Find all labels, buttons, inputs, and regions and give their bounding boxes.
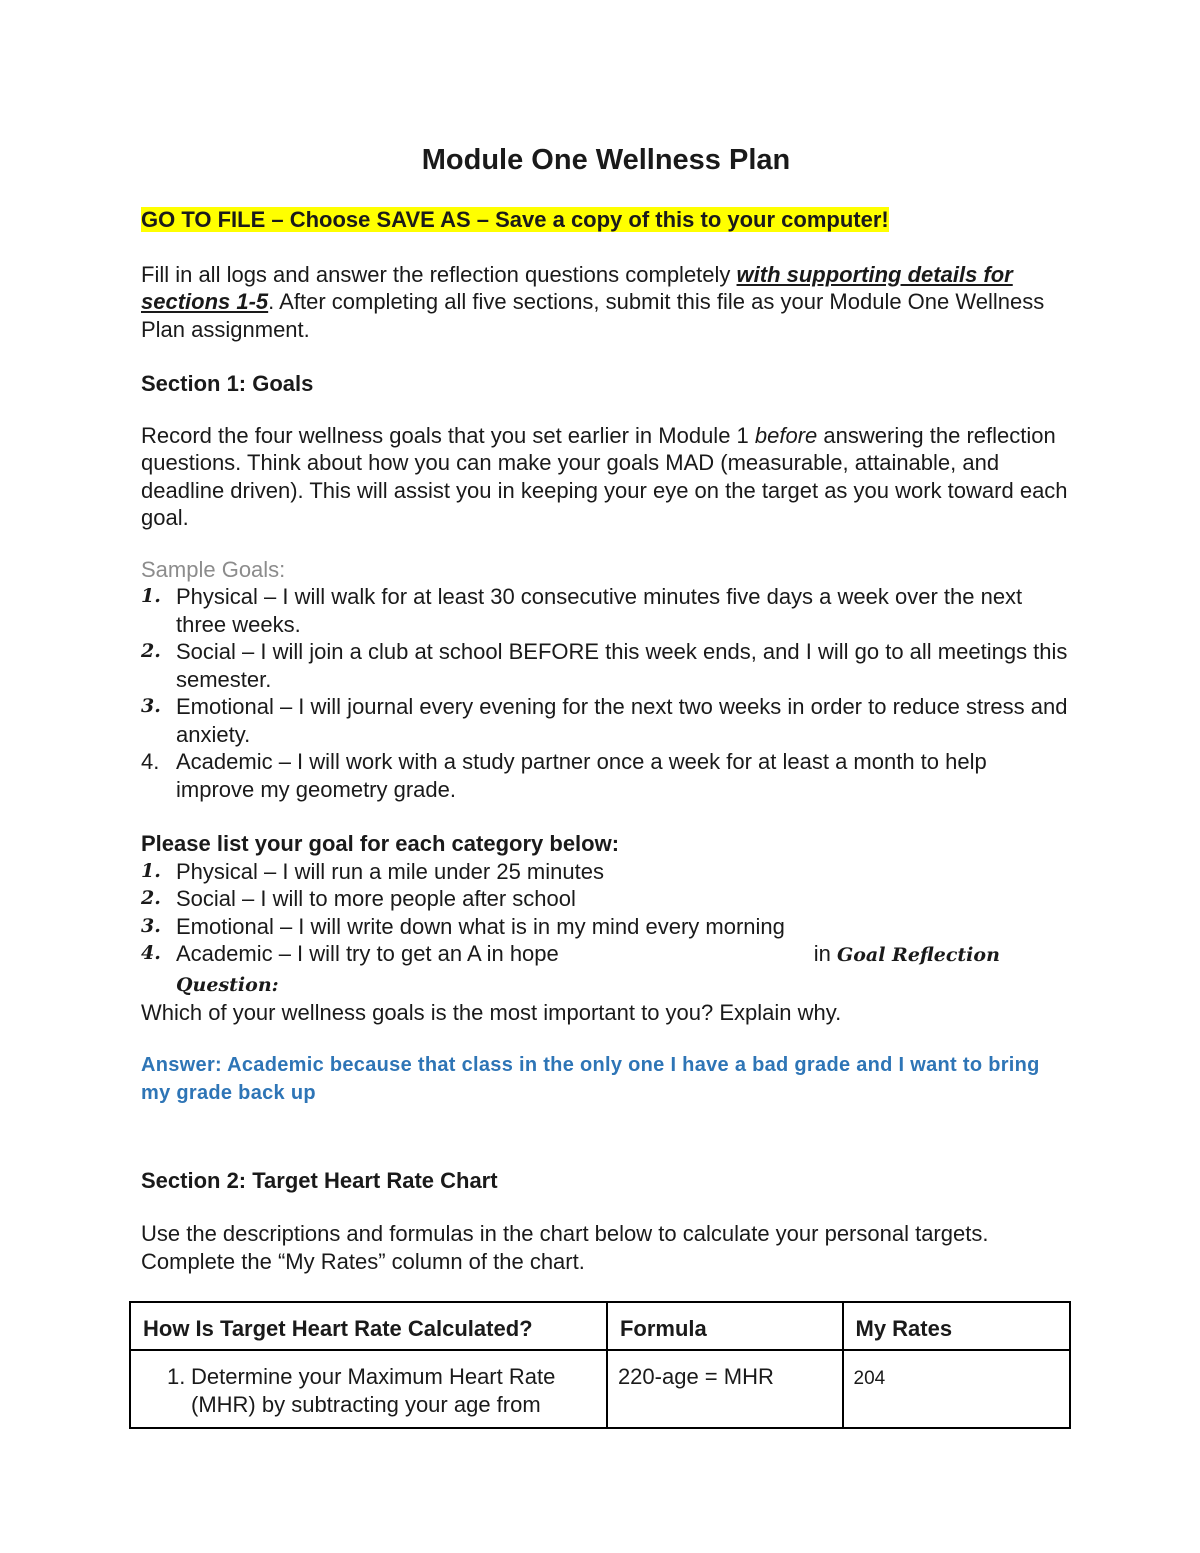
section-1-body-italic: before bbox=[754, 422, 818, 448]
list-item bbox=[141, 858, 1071, 886]
sample-goals-list bbox=[141, 583, 1071, 803]
my-rate-value: 204 bbox=[853, 1368, 886, 1389]
section-1-body-text: Record the four wellness goals that you set earlier in Module 1 bbox=[141, 422, 755, 448]
table-header: Formula bbox=[607, 1302, 843, 1350]
reflection-question: Which of your wellness goals is the most important to you? Explain why. bbox=[141, 1000, 842, 1025]
section-2-body: Use the descriptions and formulas in the chart below to calculate your personal targets. Complete the “My Rates” column of the chart. bbox=[141, 1221, 989, 1274]
list-item bbox=[141, 748, 1071, 803]
list-item bbox=[141, 885, 1071, 913]
list-text: Physical – I will run a mile under 25 minutes bbox=[176, 858, 604, 884]
table-header: How Is Target Heart Rate Calculated? bbox=[130, 1302, 607, 1350]
list-text: Social – I will to more people after school bbox=[176, 886, 576, 911]
sample-goals-label: Sample Goals: bbox=[141, 556, 286, 582]
table-cell bbox=[130, 1350, 607, 1428]
my-goals-list bbox=[141, 858, 1071, 1000]
intro-text-end: . After completing all five sections, submit this file as your Module One Wellness Plan assignment. bbox=[141, 289, 1045, 342]
reflection-answer: Answer: Academic because that class in the only one I have a bad grade and I want to bring my grade back up bbox=[141, 1053, 1040, 1104]
intro-emphasis: with supporting details for sections 1-5 bbox=[141, 261, 1013, 314]
list-text: Academic – I will work with a study partner once a week for at least a month to help improve my geometry grade. bbox=[176, 749, 987, 802]
list-text: Emotional – I will write down what is in my mind every morning bbox=[176, 913, 785, 939]
save-instruction bbox=[141, 206, 1071, 234]
section-2-heading: Section 2: Target Heart Rate Chart bbox=[141, 1167, 498, 1193]
list-text: Social – I will join a club at school BEFORE this week ends, and I will go to all meetings this semester. bbox=[176, 639, 1068, 692]
goal-reflection-heading: Goal Reflection Question: bbox=[176, 944, 1000, 996]
section-1-heading: Section 1: Goals bbox=[141, 371, 314, 396]
document-page bbox=[141, 140, 1071, 1431]
table-row bbox=[130, 1350, 1070, 1428]
list-number: 1. bbox=[141, 585, 161, 607]
list-text: Physical – I will walk for at least 30 consecutive minutes five days a week over the next three weeks. bbox=[176, 584, 1023, 637]
table-header-row bbox=[130, 1302, 1070, 1350]
list-number: 3. bbox=[141, 914, 161, 937]
list-item bbox=[141, 940, 1071, 999]
list-item bbox=[141, 638, 1071, 693]
page-title: Module One Wellness Plan bbox=[421, 144, 791, 176]
list-item bbox=[141, 913, 1071, 941]
list-item bbox=[141, 583, 1071, 638]
highlighted-instruction: GO TO FILE – Choose SAVE AS – Save a copy of this to your computer! bbox=[141, 207, 889, 232]
list-item bbox=[141, 693, 1071, 748]
heart-rate-table bbox=[129, 1301, 1071, 1429]
list-number: 2. bbox=[141, 640, 161, 662]
intro-text: Fill in all logs and answer the reflection questions completely bbox=[141, 261, 737, 287]
step-description bbox=[141, 1363, 596, 1418]
list-number: 1. bbox=[141, 859, 161, 882]
section-1-body-text-end: answering the reflection questions. Think about how you can make your goals MAD (measurable, attainable, and deadline driven). This will assist you in keeping your eye on the target as you work toward each goal. bbox=[141, 422, 1068, 530]
table-header: My Rates bbox=[843, 1302, 1071, 1350]
list-text: Emotional – I will journal every evening for the next two weeks in order to reduce stress and anxiety. bbox=[176, 694, 1068, 747]
list-number: 2. bbox=[141, 887, 161, 909]
intro-paragraph bbox=[141, 261, 1071, 344]
goal-list-heading: Please list your goal for each category below: bbox=[141, 831, 620, 856]
my-rate-cell[interactable] bbox=[843, 1350, 1071, 1428]
list-number: 4. bbox=[141, 749, 160, 774]
section-1-body bbox=[141, 422, 1071, 532]
list-number: 3. bbox=[141, 695, 161, 717]
list-number: 4. bbox=[141, 942, 161, 964]
step-number: 1. bbox=[167, 1364, 186, 1389]
step-text: Determine your Maximum Heart Rate (MHR) by subtracting your age from bbox=[191, 1364, 556, 1417]
formula-cell: 220-age = MHR bbox=[607, 1350, 843, 1428]
heart-rate-table-wrapper bbox=[141, 1301, 1071, 1431]
goal-ref-prefix: in bbox=[813, 941, 838, 966]
list-text: Academic – I will try to get an A in hope bbox=[176, 941, 559, 966]
